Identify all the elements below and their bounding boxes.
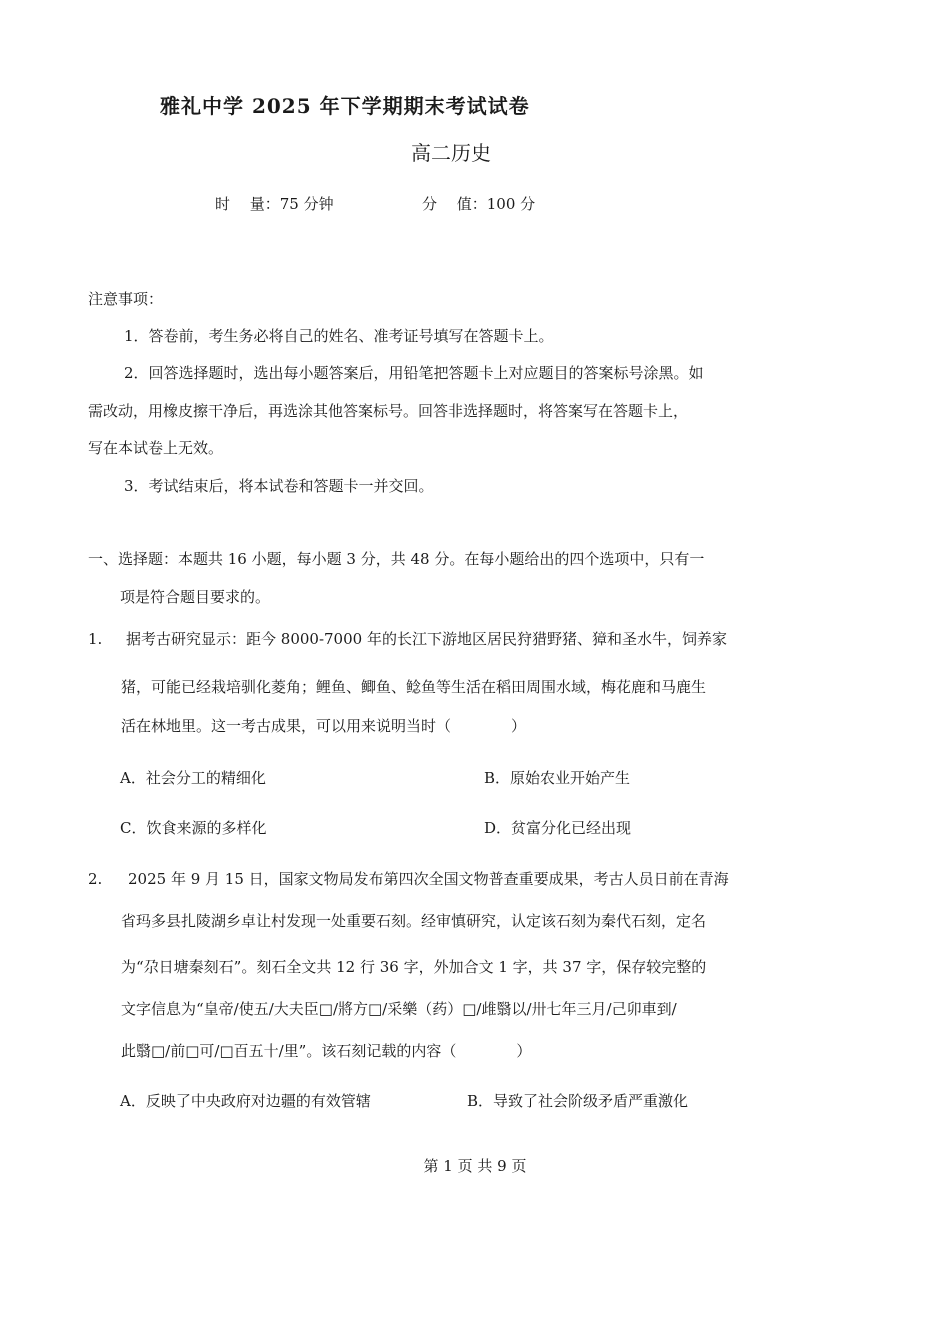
question-1-option-b: B．原始农业开始产生 [484, 769, 631, 787]
question-2-stem-line-3: 为“尕日塘秦刻石”。刻石全文共 12 行 36 字，外加合文 1 字，共 37 字，保存较完整的 [121, 958, 707, 976]
exam-score: 分 值：100 分 [422, 195, 536, 213]
section-1-heading-line-2: 项是符合题目要求的。 [120, 588, 271, 606]
question-2-option-b: B．导致了社会阶级矛盾严重激化 [467, 1092, 689, 1110]
question-1-stem-line-2: 猪，可能已经栽培驯化菱角；鲤鱼、鲫鱼、鲶鱼等生活在稻田周围水域，梅花鹿和马鹿生 [121, 678, 707, 696]
question-1-stem-line-3: 活在林地里。这一考古成果，可以用来说明当时（ ） [121, 717, 527, 735]
question-1-number: 1. [88, 630, 103, 648]
exam-time: 时 量：75 分钟 [215, 195, 334, 213]
question-1-option-c: C．饮食来源的多样化 [120, 819, 267, 837]
question-1-stem-line-1: 据考古研究显示：距今 8000-7000 年的长江下游地区居民狩猎野猪、獐和圣水牛，饲养家 [126, 630, 727, 648]
section-1-heading-line-1: 一、选择题：本题共 16 小题，每小题 3 分，共 48 分。在每小题给出的四个选项中，只有一 [88, 550, 705, 568]
notice-item-2-line-1: 2．回答选择题时，选出每小题答案后，用铅笔把答题卡上对应题目的答案标号涂黑。如 [124, 364, 704, 382]
question-2-number: 2. [88, 870, 103, 888]
exam-title: 雅礼中学 2025 年下学期期末考试试卷 [160, 94, 530, 118]
page-footer: 第 1 页 共 9 页 [423, 1157, 527, 1175]
notice-heading: 注意事项： [88, 290, 164, 308]
question-2-stem-line-5: 此翳□/前□可/□百五十/里”。该石刻记载的内容（ ） [121, 1042, 532, 1060]
exam-subject: 高二历史 [411, 141, 491, 165]
notice-item-3: 3．考试结束后，将本试卷和答题卡一并交回。 [124, 477, 434, 495]
question-2-stem-line-4: 文字信息为“皇帝/使五/大夫臣□/將方□/采樂（药）□/䧳翳以/卅七年三月/己卯車到/ [121, 1000, 677, 1018]
notice-item-1: 1．答卷前，考生务必将自己的姓名、准考证号填写在答题卡上。 [124, 327, 554, 345]
question-2-option-a: A．反映了中央政府对边疆的有效管辖 [120, 1092, 371, 1110]
question-1-option-d: D．贫富分化已经出现 [484, 819, 632, 837]
question-2-stem-line-1: 2025 年 9 月 15 日，国家文物局发布第四次全国文物普查重要成果，考古人员日前在青海 [128, 870, 729, 888]
question-2-stem-line-2: 省玛多县扎陵湖乡卓让村发现一处重要石刻。经审慎研究，认定该石刻为秦代石刻，定名 [121, 912, 707, 930]
notice-item-2-line-3: 写在本试卷上无效。 [88, 439, 224, 457]
notice-item-2-line-2: 需改动，用橡皮擦干净后，再选涂其他答案标号。回答非选择题时，将答案写在答题卡上， [88, 402, 689, 420]
question-1-option-a: A．社会分工的精细化 [120, 769, 266, 787]
